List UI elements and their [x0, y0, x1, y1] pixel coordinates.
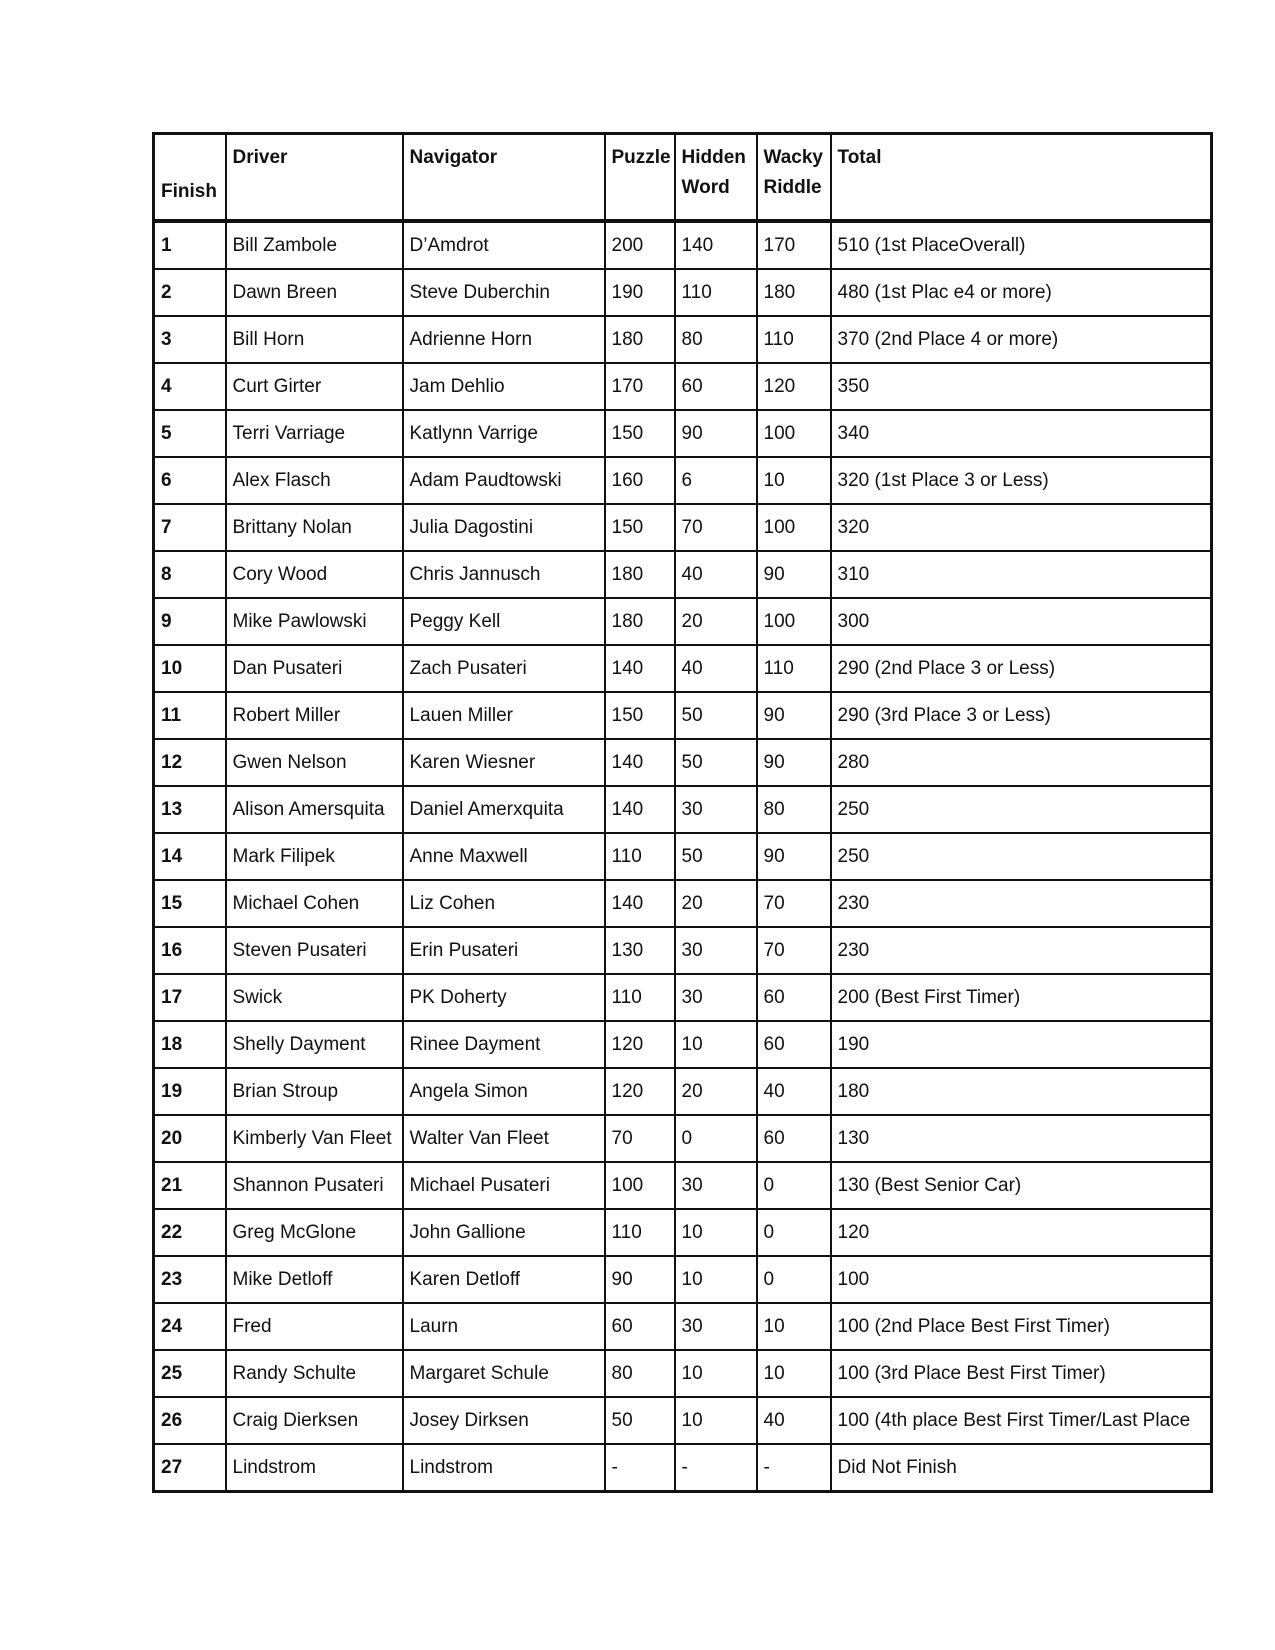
- puzzle-cell: 150: [605, 692, 675, 739]
- navigator-cell: PK Doherty: [403, 974, 605, 1021]
- total-cell: 340: [831, 410, 1212, 457]
- puzzle-cell: 120: [605, 1068, 675, 1115]
- driver-cell: Curt Girter: [226, 363, 403, 410]
- driver-cell: Cory Wood: [226, 551, 403, 598]
- wacky-riddle-cell: 100: [757, 504, 831, 551]
- finish-cell: 1: [154, 221, 226, 269]
- wacky-riddle-cell: 170: [757, 221, 831, 269]
- table-row: [154, 880, 1212, 927]
- puzzle-cell: 180: [605, 551, 675, 598]
- finish-cell: 14: [154, 833, 226, 880]
- total-cell: 300: [831, 598, 1212, 645]
- wacky-riddle-cell: 90: [757, 833, 831, 880]
- navigator-cell: Karen Detloff: [403, 1256, 605, 1303]
- puzzle-cell: 120: [605, 1021, 675, 1068]
- hidden-word-cell: 10: [675, 1209, 757, 1256]
- navigator-cell: Adam Paudtowski: [403, 457, 605, 504]
- puzzle-cell: 50: [605, 1397, 675, 1444]
- wacky-riddle-cell: 110: [757, 645, 831, 692]
- table-row: [154, 316, 1212, 363]
- puzzle-cell: 190: [605, 269, 675, 316]
- wacky-riddle-cell: 60: [757, 974, 831, 1021]
- total-cell: 510 (1st PlaceOverall): [831, 221, 1212, 269]
- table-row: [154, 927, 1212, 974]
- driver-cell: Lindstrom: [226, 1444, 403, 1492]
- total-cell: 370 (2nd Place 4 or more): [831, 316, 1212, 363]
- puzzle-cell: 110: [605, 1209, 675, 1256]
- finish-cell: 4: [154, 363, 226, 410]
- finish-cell: 11: [154, 692, 226, 739]
- finish-cell: 16: [154, 927, 226, 974]
- navigator-header: Navigator: [403, 134, 605, 222]
- navigator-cell: Walter Van Fleet: [403, 1115, 605, 1162]
- wacky-riddle-cell: 10: [757, 1350, 831, 1397]
- wacky-riddle-cell: 90: [757, 739, 831, 786]
- results-table: [152, 132, 1213, 1493]
- driver-cell: Dawn Breen: [226, 269, 403, 316]
- wacky-riddle-header: [757, 134, 831, 222]
- puzzle-cell: 180: [605, 316, 675, 363]
- finish-cell: 5: [154, 410, 226, 457]
- puzzle-cell: 150: [605, 410, 675, 457]
- navigator-cell: Jam Dehlio: [403, 363, 605, 410]
- finish-cell: 13: [154, 786, 226, 833]
- finish-cell: 15: [154, 880, 226, 927]
- total-cell: 320 (1st Place 3 or Less): [831, 457, 1212, 504]
- driver-cell: Shelly Dayment: [226, 1021, 403, 1068]
- hidden-word-cell: 30: [675, 974, 757, 1021]
- hidden-word-cell: 30: [675, 1303, 757, 1350]
- wacky-riddle-cell: 120: [757, 363, 831, 410]
- puzzle-cell: 140: [605, 645, 675, 692]
- total-cell: 120: [831, 1209, 1212, 1256]
- table-row: [154, 786, 1212, 833]
- wacky-riddle-header-line1: Wacky: [763, 147, 823, 168]
- total-cell: 200 (Best First Timer): [831, 974, 1212, 1021]
- puzzle-cell: 140: [605, 739, 675, 786]
- puzzle-cell: 180: [605, 598, 675, 645]
- wacky-riddle-cell: 40: [757, 1068, 831, 1115]
- hidden-word-cell: 70: [675, 504, 757, 551]
- table-row: [154, 739, 1212, 786]
- table-row: [154, 363, 1212, 410]
- navigator-cell: Daniel Amerxquita: [403, 786, 605, 833]
- driver-cell: Bill Horn: [226, 316, 403, 363]
- table-row: [154, 1444, 1212, 1492]
- finish-cell: 26: [154, 1397, 226, 1444]
- wacky-riddle-cell: 60: [757, 1115, 831, 1162]
- total-cell: 350: [831, 363, 1212, 410]
- puzzle-cell: 140: [605, 786, 675, 833]
- finish-cell: 7: [154, 504, 226, 551]
- table-row: [154, 410, 1212, 457]
- puzzle-cell: 160: [605, 457, 675, 504]
- driver-cell: Alex Flasch: [226, 457, 403, 504]
- hidden-word-cell: 10: [675, 1350, 757, 1397]
- total-cell: 130: [831, 1115, 1212, 1162]
- hidden-word-cell: 40: [675, 645, 757, 692]
- hidden-word-cell: 10: [675, 1021, 757, 1068]
- wacky-riddle-cell: 60: [757, 1021, 831, 1068]
- hidden-word-cell: 20: [675, 880, 757, 927]
- wacky-riddle-cell: 70: [757, 880, 831, 927]
- table-row: [154, 598, 1212, 645]
- table-row: [154, 645, 1212, 692]
- puzzle-cell: 130: [605, 927, 675, 974]
- puzzle-header: Puzzle: [605, 134, 675, 222]
- driver-cell: Dan Pusateri: [226, 645, 403, 692]
- hidden-word-cell: 10: [675, 1256, 757, 1303]
- finish-cell: 9: [154, 598, 226, 645]
- total-cell: Did Not Finish: [831, 1444, 1212, 1492]
- wacky-riddle-cell: 80: [757, 786, 831, 833]
- finish-cell: 27: [154, 1444, 226, 1492]
- navigator-cell: Liz Cohen: [403, 880, 605, 927]
- hidden-word-cell: 140: [675, 221, 757, 269]
- puzzle-cell: 140: [605, 880, 675, 927]
- driver-cell: Shannon Pusateri: [226, 1162, 403, 1209]
- wacky-riddle-cell: 110: [757, 316, 831, 363]
- hidden-word-cell: 30: [675, 786, 757, 833]
- navigator-cell: Zach Pusateri: [403, 645, 605, 692]
- total-cell: 180: [831, 1068, 1212, 1115]
- hidden-word-cell: 90: [675, 410, 757, 457]
- navigator-cell: Adrienne Horn: [403, 316, 605, 363]
- driver-cell: Mike Detloff: [226, 1256, 403, 1303]
- wacky-riddle-cell: 10: [757, 457, 831, 504]
- navigator-cell: Laurn: [403, 1303, 605, 1350]
- navigator-cell: Rinee Dayment: [403, 1021, 605, 1068]
- table-row: [154, 221, 1212, 269]
- hidden-word-cell: 10: [675, 1397, 757, 1444]
- total-cell: 310: [831, 551, 1212, 598]
- total-cell: 250: [831, 833, 1212, 880]
- driver-cell: Fred: [226, 1303, 403, 1350]
- total-cell: 280: [831, 739, 1212, 786]
- navigator-cell: Lauen Miller: [403, 692, 605, 739]
- wacky-riddle-cell: 0: [757, 1162, 831, 1209]
- hidden-word-cell: 20: [675, 598, 757, 645]
- navigator-cell: Katlynn Varrige: [403, 410, 605, 457]
- table-row: [154, 1068, 1212, 1115]
- hidden-word-cell: 110: [675, 269, 757, 316]
- navigator-cell: Angela Simon: [403, 1068, 605, 1115]
- driver-cell: Greg McGlone: [226, 1209, 403, 1256]
- navigator-cell: John Gallione: [403, 1209, 605, 1256]
- hidden-word-cell: 30: [675, 1162, 757, 1209]
- navigator-cell: Josey Dirksen: [403, 1397, 605, 1444]
- table-row: [154, 1350, 1212, 1397]
- finish-cell: 3: [154, 316, 226, 363]
- navigator-cell: Chris Jannusch: [403, 551, 605, 598]
- navigator-cell: Peggy Kell: [403, 598, 605, 645]
- finish-cell: 10: [154, 645, 226, 692]
- table-row: [154, 1021, 1212, 1068]
- total-cell: 190: [831, 1021, 1212, 1068]
- finish-header: Finish: [154, 134, 226, 222]
- total-cell: 100 (2nd Place Best First Timer): [831, 1303, 1212, 1350]
- wacky-riddle-cell: 10: [757, 1303, 831, 1350]
- wacky-riddle-cell: 40: [757, 1397, 831, 1444]
- navigator-cell: Margaret Schule: [403, 1350, 605, 1397]
- table-header: [154, 134, 1212, 222]
- total-cell: 250: [831, 786, 1212, 833]
- navigator-cell: Anne Maxwell: [403, 833, 605, 880]
- driver-cell: Michael Cohen: [226, 880, 403, 927]
- total-header: Total: [831, 134, 1212, 222]
- navigator-cell: Lindstrom: [403, 1444, 605, 1492]
- navigator-cell: Erin Pusateri: [403, 927, 605, 974]
- finish-cell: 8: [154, 551, 226, 598]
- hidden-word-cell: 80: [675, 316, 757, 363]
- navigator-cell: D’Amdrot: [403, 221, 605, 269]
- driver-cell: Terri Varriage: [226, 410, 403, 457]
- puzzle-cell: 110: [605, 974, 675, 1021]
- wacky-riddle-header-line2: Riddle: [763, 177, 822, 198]
- table-row: [154, 1397, 1212, 1444]
- driver-cell: Mark Filipek: [226, 833, 403, 880]
- driver-cell: Bill Zambole: [226, 221, 403, 269]
- driver-cell: Steven Pusateri: [226, 927, 403, 974]
- wacky-riddle-cell: 90: [757, 692, 831, 739]
- puzzle-cell: 80: [605, 1350, 675, 1397]
- total-cell: 100: [831, 1256, 1212, 1303]
- table-row: [154, 504, 1212, 551]
- finish-cell: 23: [154, 1256, 226, 1303]
- driver-cell: Brian Stroup: [226, 1068, 403, 1115]
- total-cell: 100 (3rd Place Best First Timer): [831, 1350, 1212, 1397]
- table-row: [154, 1256, 1212, 1303]
- finish-cell: 25: [154, 1350, 226, 1397]
- puzzle-cell: 150: [605, 504, 675, 551]
- table-row: [154, 1162, 1212, 1209]
- puzzle-cell: 110: [605, 833, 675, 880]
- table-row: [154, 1303, 1212, 1350]
- navigator-cell: Michael Pusateri: [403, 1162, 605, 1209]
- table-row: [154, 1115, 1212, 1162]
- table-row: [154, 551, 1212, 598]
- table-row: [154, 974, 1212, 1021]
- hidden-word-cell: 6: [675, 457, 757, 504]
- driver-cell: Brittany Nolan: [226, 504, 403, 551]
- driver-cell: Robert Miller: [226, 692, 403, 739]
- navigator-cell: Karen Wiesner: [403, 739, 605, 786]
- driver-cell: Randy Schulte: [226, 1350, 403, 1397]
- wacky-riddle-cell: 180: [757, 269, 831, 316]
- navigator-cell: Steve Duberchin: [403, 269, 605, 316]
- total-cell: 290 (3rd Place 3 or Less): [831, 692, 1212, 739]
- hidden-word-cell: 40: [675, 551, 757, 598]
- wacky-riddle-cell: 90: [757, 551, 831, 598]
- puzzle-cell: 170: [605, 363, 675, 410]
- total-cell: 130 (Best Senior Car): [831, 1162, 1212, 1209]
- wacky-riddle-cell: 0: [757, 1256, 831, 1303]
- finish-cell: 6: [154, 457, 226, 504]
- table-row: [154, 692, 1212, 739]
- hidden-word-cell: 50: [675, 833, 757, 880]
- driver-cell: Swick: [226, 974, 403, 1021]
- hidden-word-cell: 30: [675, 927, 757, 974]
- finish-cell: 20: [154, 1115, 226, 1162]
- hidden-word-cell: -: [675, 1444, 757, 1492]
- hidden-word-header: [675, 134, 757, 222]
- finish-cell: 17: [154, 974, 226, 1021]
- finish-cell: 24: [154, 1303, 226, 1350]
- total-cell: 230: [831, 927, 1212, 974]
- driver-cell: Mike Pawlowski: [226, 598, 403, 645]
- wacky-riddle-cell: -: [757, 1444, 831, 1492]
- total-cell: 480 (1st Plac e4 or more): [831, 269, 1212, 316]
- puzzle-cell: 90: [605, 1256, 675, 1303]
- driver-cell: Craig Dierksen: [226, 1397, 403, 1444]
- puzzle-cell: -: [605, 1444, 675, 1492]
- hidden-word-cell: 50: [675, 692, 757, 739]
- table-row: [154, 833, 1212, 880]
- table-row: [154, 457, 1212, 504]
- puzzle-cell: 100: [605, 1162, 675, 1209]
- puzzle-cell: 200: [605, 221, 675, 269]
- table-row: [154, 269, 1212, 316]
- driver-cell: Gwen Nelson: [226, 739, 403, 786]
- hidden-word-header-line2: Word: [681, 177, 730, 198]
- driver-header: Driver: [226, 134, 403, 222]
- hidden-word-cell: 0: [675, 1115, 757, 1162]
- table-body: [154, 221, 1212, 1492]
- finish-cell: 19: [154, 1068, 226, 1115]
- driver-cell: Alison Amersquita: [226, 786, 403, 833]
- wacky-riddle-cell: 0: [757, 1209, 831, 1256]
- wacky-riddle-cell: 100: [757, 410, 831, 457]
- hidden-word-cell: 50: [675, 739, 757, 786]
- wacky-riddle-cell: 70: [757, 927, 831, 974]
- puzzle-cell: 60: [605, 1303, 675, 1350]
- header-row: [154, 134, 1212, 222]
- table-row: [154, 1209, 1212, 1256]
- navigator-cell: Julia Dagostini: [403, 504, 605, 551]
- hidden-word-cell: 60: [675, 363, 757, 410]
- puzzle-cell: 70: [605, 1115, 675, 1162]
- total-cell: 290 (2nd Place 3 or Less): [831, 645, 1212, 692]
- total-cell: 100 (4th place Best First Timer/Last Place: [831, 1397, 1212, 1444]
- hidden-word-header-line1: Hidden: [681, 147, 746, 168]
- wacky-riddle-cell: 100: [757, 598, 831, 645]
- finish-cell: 21: [154, 1162, 226, 1209]
- total-cell: 320: [831, 504, 1212, 551]
- driver-cell: Kimberly Van Fleet: [226, 1115, 403, 1162]
- hidden-word-cell: 20: [675, 1068, 757, 1115]
- total-cell: 230: [831, 880, 1212, 927]
- finish-cell: 12: [154, 739, 226, 786]
- finish-cell: 22: [154, 1209, 226, 1256]
- finish-cell: 18: [154, 1021, 226, 1068]
- finish-cell: 2: [154, 269, 226, 316]
